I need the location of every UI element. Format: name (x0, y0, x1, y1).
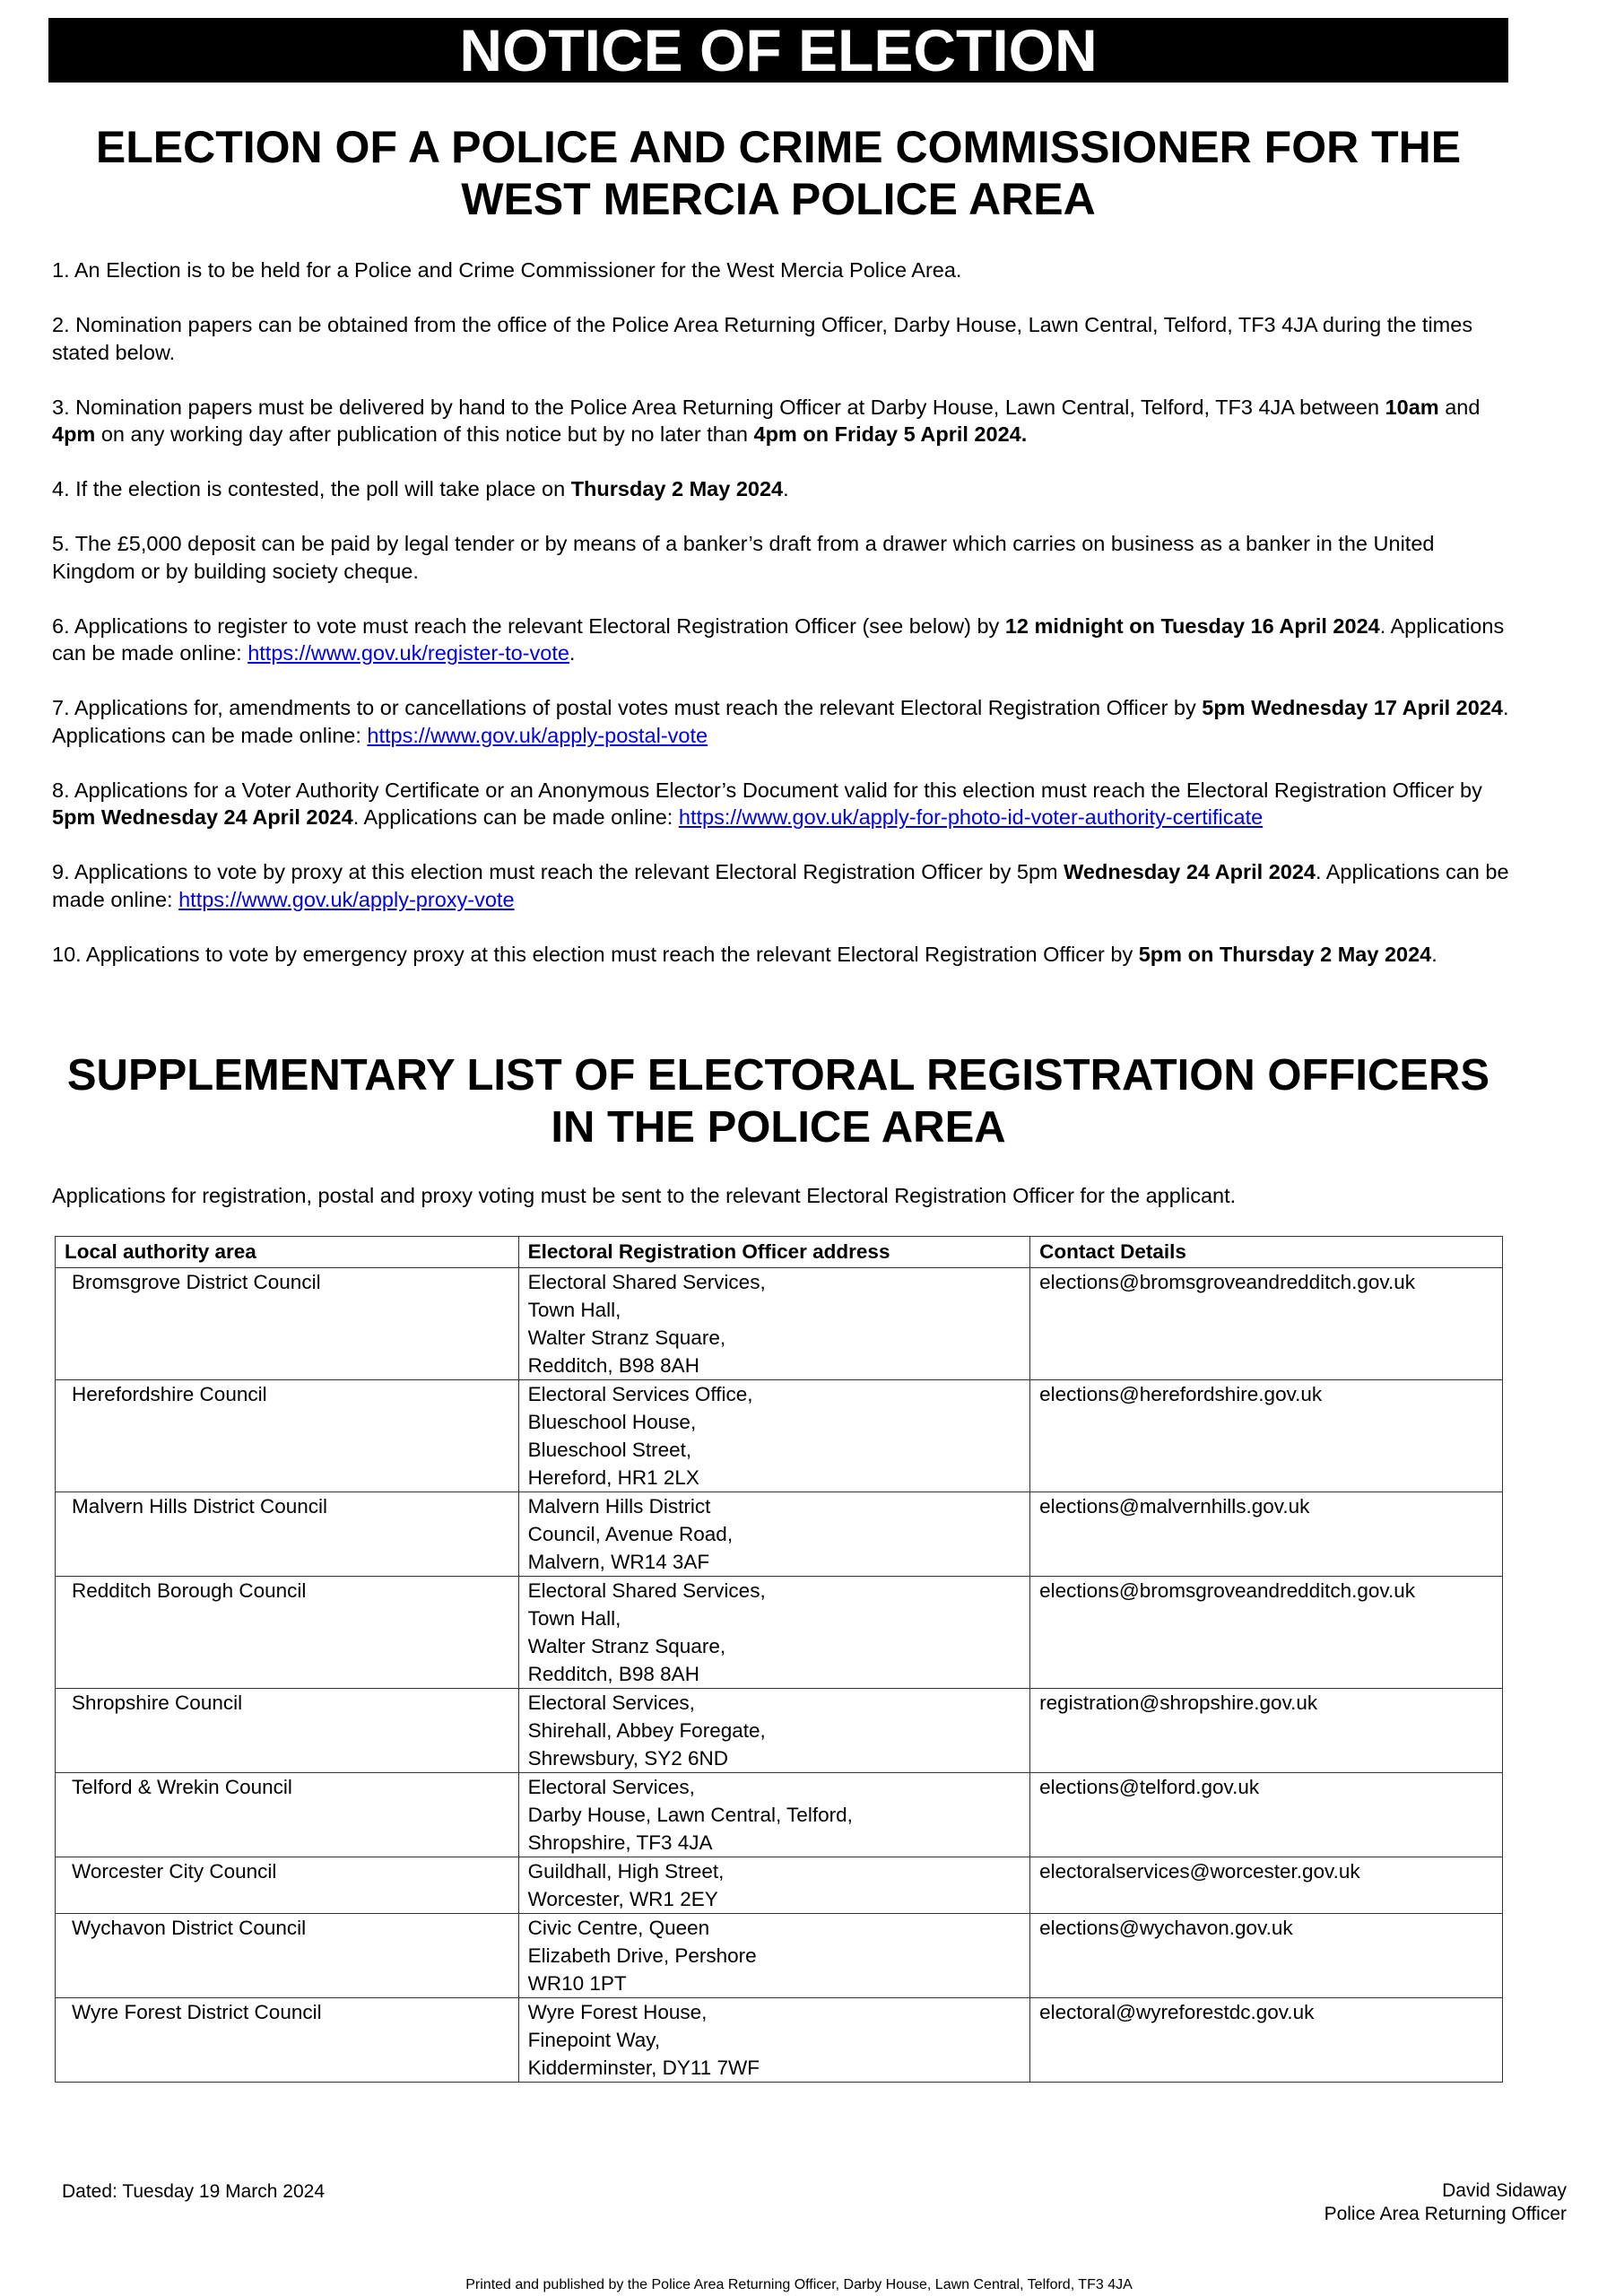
ero-address-cell (518, 1689, 1030, 1773)
emphasis-text: 5pm Wednesday 17 April 2024 (1202, 696, 1503, 719)
address-line: Civic Centre, Queen (527, 1917, 710, 1939)
ero-address-cell (518, 1857, 1030, 1914)
address-line: Electoral Services Office, (527, 1383, 753, 1405)
table-row (56, 1857, 1503, 1914)
page-title-line-2: WEST MERCIA POLICE AREA (461, 174, 1096, 224)
address-line: Wyre Forest House, (527, 2001, 708, 2023)
ero-table (55, 1236, 1503, 2083)
paragraph-text: . (1431, 942, 1437, 966)
paragraph-text: 9. Applications to vote by proxy at this election must reach the relevant Electoral Registration Officer by 5pm (52, 860, 1064, 883)
emphasis-text: 4pm on Friday 5 April 2024. (753, 422, 1028, 446)
table-row (56, 1689, 1503, 1773)
address-line: Elizabeth Drive, Pershore (527, 1944, 757, 1967)
address-line: Town Hall, (527, 1299, 621, 1321)
address-line: Electoral Shared Services, (527, 1271, 766, 1293)
address-line: Finepoint Way, (527, 2029, 661, 2051)
notice-paragraph (52, 694, 1523, 749)
paragraph-text: . (569, 641, 576, 665)
emphasis-text: 5pm on Thursday 2 May 2024 (1138, 942, 1432, 966)
paragraph-text: and (1438, 395, 1481, 419)
ero-address-cell (518, 1492, 1030, 1577)
notice-paragraph (52, 858, 1523, 913)
address-line: Malvern, WR14 3AF (527, 1551, 710, 1573)
paragraph-text: . Applications can be made online: (52, 613, 1505, 665)
paragraph-text: . Applications can be made online: (52, 860, 1509, 911)
local-authority-cell: Shropshire Council (56, 1689, 519, 1773)
local-authority-cell: Bromsgrove District Council (56, 1268, 519, 1380)
address-line: WR10 1PT (527, 1972, 627, 1995)
notice-banner (48, 18, 1508, 83)
contact-email-cell: elections@telford.gov.uk (1030, 1773, 1503, 1857)
emphasis-text: 4pm (52, 422, 96, 446)
notice-paragraph (52, 941, 1523, 969)
gov-uk-link[interactable]: https://www.gov.uk/apply-proxy-vote (178, 887, 515, 911)
address-line: Walter Stranz Square, (527, 1635, 726, 1657)
address-line: Kidderminster, DY11 7WF (527, 2057, 760, 2079)
dated-line: Dated: Tuesday 19 March 2024 (62, 2181, 326, 2202)
ero-address-cell (518, 1914, 1030, 1998)
contact-email-cell: electoral@wyreforestdc.gov.uk (1030, 1998, 1503, 2083)
gov-uk-link[interactable]: https://www.gov.uk/apply-for-photo-id-voter-authority-certificate (678, 805, 1264, 829)
paragraph-text: 10. Applications to vote by emergency proxy at this election must reach the relevant Electoral Registration Officer by (52, 942, 1139, 966)
section-heading-line-1: SUPPLEMENTARY LIST OF ELECTORAL REGISTRATION OFFICERS (66, 1051, 1490, 1100)
address-line: Redditch, B98 8AH (527, 1354, 699, 1377)
notice-paragraph (52, 613, 1523, 667)
table-row (56, 1914, 1503, 1998)
table-header-row (56, 1237, 1503, 1268)
notice-paragraphs (52, 257, 1523, 996)
address-line: Shrewsbury, SY2 6ND (527, 1747, 728, 1770)
paragraph-text: 8. Applications for a Voter Authority Certificate or an Anonymous Elector’s Document valid for this election must reach the Electoral Registration Officer by (52, 778, 1482, 802)
page-title-line-1: ELECTION OF A POLICE AND CRIME COMMISSIONER FOR THE (95, 122, 1462, 172)
contact-email-cell: elections@malvernhills.gov.uk (1030, 1492, 1503, 1577)
address-line: Blueschool Street, (527, 1439, 692, 1461)
paragraph-text: . (783, 477, 789, 500)
paragraph-text: 5. The £5,000 deposit can be paid by legal tender or by means of a banker’s draft from a drawer which carries on business as a banker in the United Kingdom or by building society cheque. (52, 532, 1435, 583)
paragraph-text: 2. Nomination papers can be obtained from the office of the Police Area Returning Officer, Darby House, Lawn Central, Telford, TF3 4JA during the times stated below. (52, 313, 1473, 364)
address-line: Shropshire, TF3 4JA (527, 1831, 713, 1854)
table-row (56, 1268, 1503, 1380)
address-line: Walter Stranz Square, (527, 1326, 726, 1349)
section-heading (48, 1049, 1508, 1153)
paragraph-text: 1. An Election is to be held for a Police and Crime Commissioner for the West Mercia Police Area. (52, 258, 962, 282)
emphasis-text: 10am (1385, 395, 1439, 419)
notice-paragraph (52, 475, 1523, 503)
notice-paragraph (52, 530, 1523, 585)
emphasis-text: 5pm Wednesday 24 April 2024 (52, 805, 353, 829)
emphasis-text: 12 midnight on Tuesday 16 April 2024 (1004, 613, 1380, 638)
address-line: Guildhall, High Street, (527, 1860, 725, 1883)
address-line: Shirehall, Abbey Foregate, (527, 1719, 766, 1742)
imprint: Printed and published by the Police Area Returning Officer, Darby House, Lawn Central, Telford, TF3 4JA (465, 2277, 1133, 2292)
local-authority-cell: Wychavon District Council (56, 1914, 519, 1998)
address-line: Darby House, Lawn Central, Telford, (527, 1804, 853, 1826)
table-row (56, 1577, 1503, 1689)
gov-uk-link[interactable]: https://www.gov.uk/apply-postal-vote (367, 723, 708, 747)
gov-uk-link[interactable]: https://www.gov.uk/register-to-vote (248, 641, 569, 665)
ero-address-cell (518, 1773, 1030, 1857)
address-line: Hereford, HR1 2LX (527, 1466, 699, 1489)
ero-address-cell (518, 1998, 1030, 2083)
paragraph-text: 6. Applications to register to vote must reach the relevant Electoral Registration Officer (see below) by (52, 613, 1005, 638)
notice-paragraph (52, 257, 1523, 284)
emphasis-text: Wednesday 24 April 2024 (1064, 860, 1316, 883)
address-line: Worcester, WR1 2EY (527, 1888, 718, 1910)
local-authority-cell: Malvern Hills District Council (56, 1492, 519, 1577)
table-row (56, 1492, 1503, 1577)
paragraph-text: 4. If the election is contested, the poll will take place on (52, 477, 571, 500)
table-row (56, 1380, 1503, 1492)
emphasis-text: Thursday 2 May 2024 (570, 477, 784, 500)
address-line: Town Hall, (527, 1607, 621, 1630)
address-line: Electoral Services, (527, 1776, 695, 1798)
notice-paragraph (52, 394, 1523, 448)
contact-email-cell: elections@bromsgroveandredditch.gov.uk (1030, 1577, 1503, 1689)
signatory-name: David Sidaway (1442, 2180, 1567, 2201)
table-row (56, 1998, 1503, 2083)
address-line: Electoral Services, (527, 1692, 695, 1714)
contact-email-cell: elections@herefordshire.gov.uk (1030, 1380, 1503, 1492)
paragraph-text: . Applications can be made online: (352, 805, 679, 829)
contact-email-cell: elections@bromsgroveandredditch.gov.uk (1030, 1268, 1503, 1380)
paragraph-text: 7. Applications for, amendments to or cancellations of postal votes must reach the relevant Electoral Registration Officer by (52, 696, 1203, 719)
address-line: Redditch, B98 8AH (527, 1663, 699, 1685)
contact-email-cell: electoralservices@worcester.gov.uk (1030, 1857, 1503, 1914)
section-heading-line-2: IN THE POLICE AREA (551, 1103, 1006, 1152)
paragraph-text: on any working day after publication of this notice but by no later than (95, 422, 754, 446)
banner-title: NOTICE OF ELECTION (459, 17, 1098, 83)
address-line: Council, Avenue Road, (527, 1523, 734, 1545)
paragraph-text: . Applications can be made online: (52, 696, 1509, 747)
local-authority-cell: Worcester City Council (56, 1857, 519, 1914)
ero-address-cell (518, 1268, 1030, 1380)
column-header-contact: Contact Details (1030, 1237, 1503, 1268)
ero-address-cell (518, 1577, 1030, 1689)
ero-address-cell (518, 1380, 1030, 1492)
section-intro: Applications for registration, postal and proxy voting must be sent to the relevant Electoral Registration Officer for the applicant. (52, 1184, 1237, 1207)
address-line: Malvern Hills District (527, 1495, 711, 1518)
notice-paragraph (52, 777, 1523, 831)
paragraph-text: 3. Nomination papers must be delivered by hand to the Police Area Returning Officer at Darby House, Lawn Central, Telford, TF3 4JA between (52, 395, 1385, 419)
local-authority-cell: Redditch Borough Council (56, 1577, 519, 1689)
address-line: Blueschool House, (527, 1411, 697, 1433)
page-title (48, 121, 1508, 225)
signoff (1324, 2179, 1567, 2226)
local-authority-cell: Telford & Wrekin Council (56, 1773, 519, 1857)
local-authority-cell: Herefordshire Council (56, 1380, 519, 1492)
table-row (56, 1773, 1503, 1857)
address-line: Electoral Shared Services, (527, 1579, 766, 1602)
column-header-address: Electoral Registration Officer address (518, 1237, 1030, 1268)
contact-email-cell: registration@shropshire.gov.uk (1030, 1689, 1503, 1773)
local-authority-cell: Wyre Forest District Council (56, 1998, 519, 2083)
signatory-title: Police Area Returning Officer (1324, 2204, 1567, 2224)
column-header-area: Local authority area (56, 1237, 519, 1268)
contact-email-cell: elections@wychavon.gov.uk (1030, 1914, 1503, 1998)
notice-paragraph (52, 311, 1523, 366)
